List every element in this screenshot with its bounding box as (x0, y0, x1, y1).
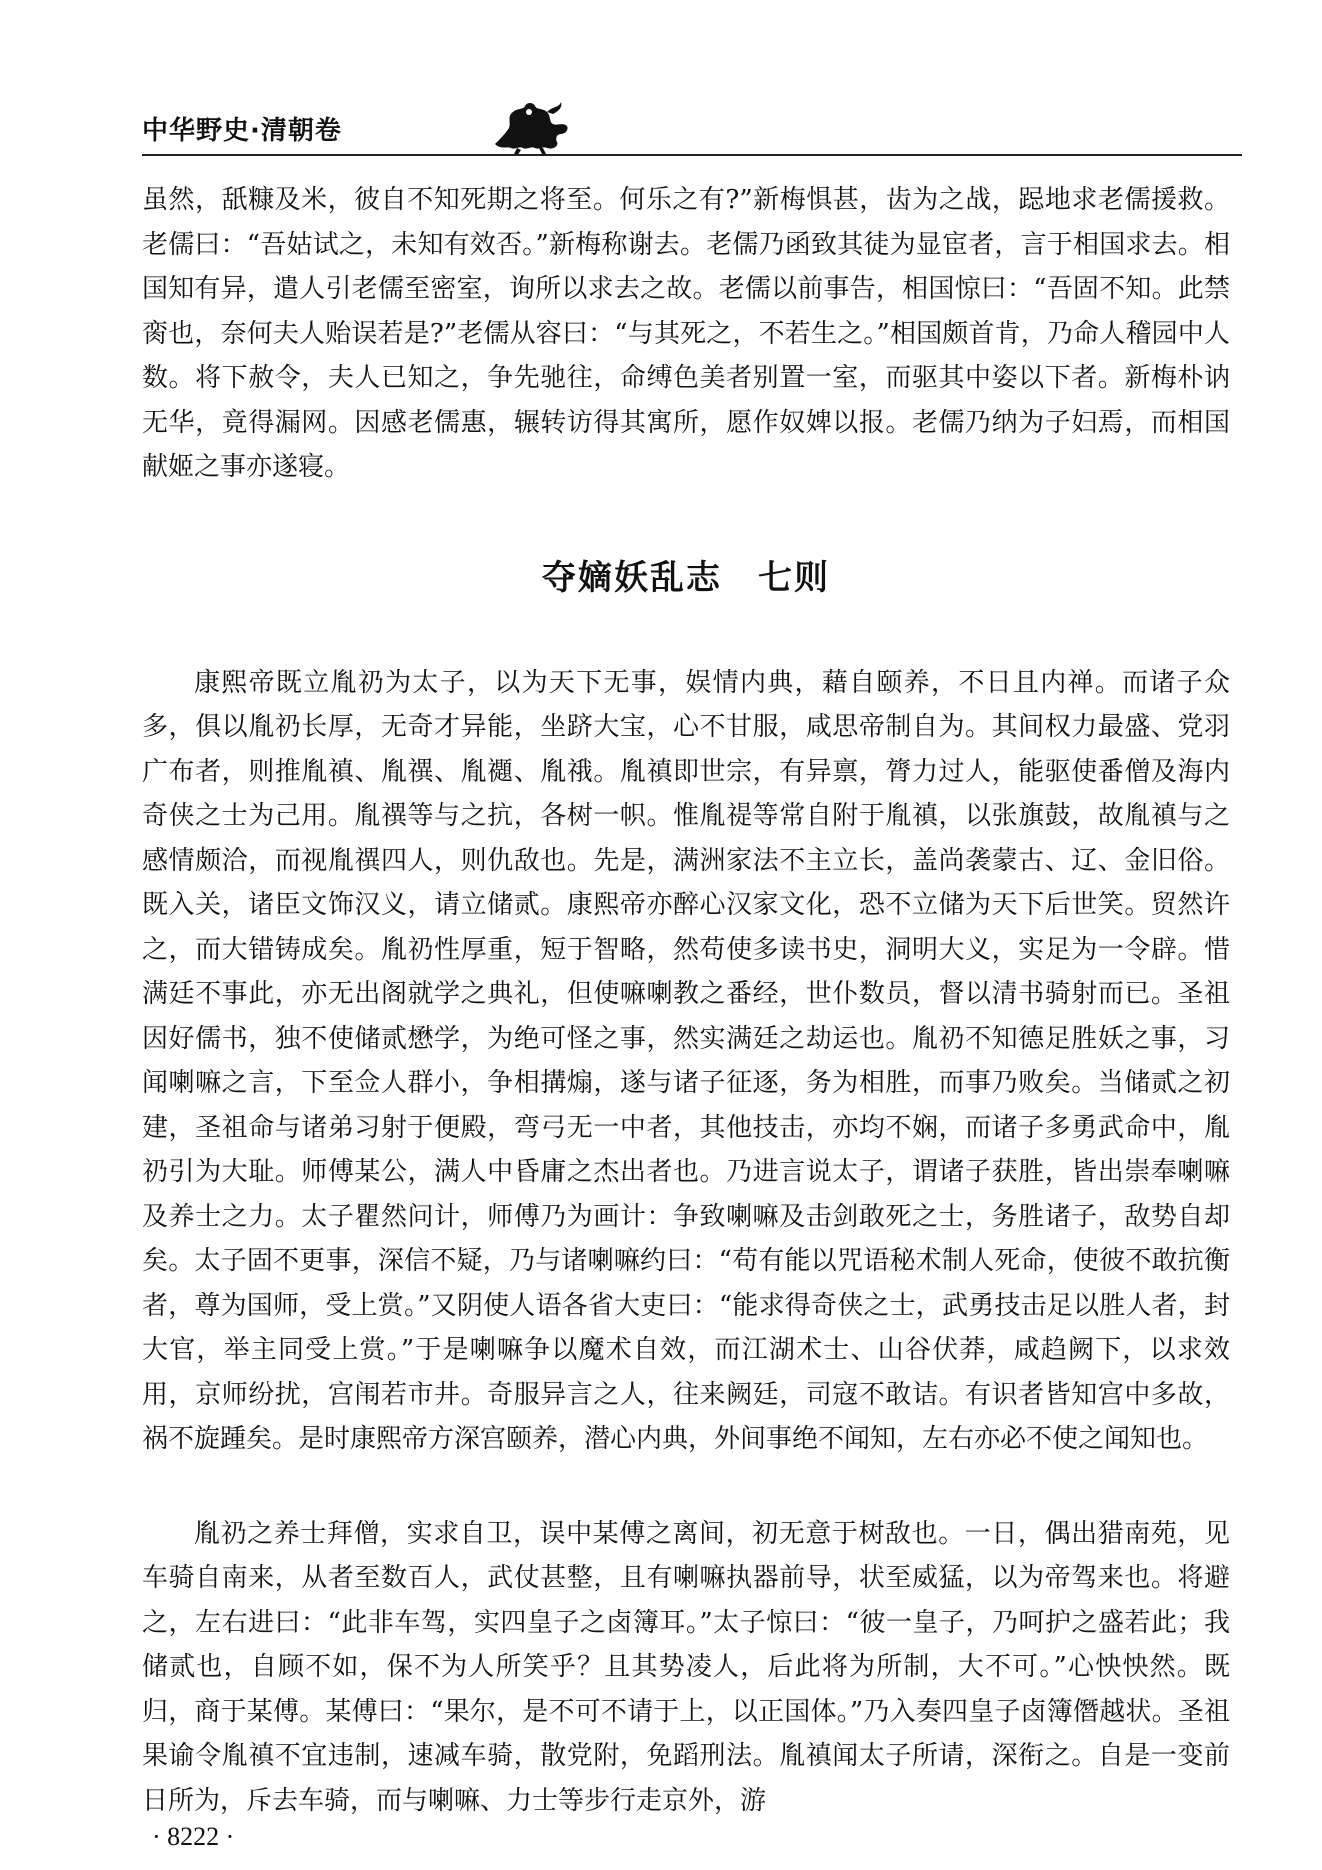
section-title: 夺嫡妖乱志 (542, 557, 722, 598)
section-count: 七则 (758, 557, 830, 598)
header-divider (142, 154, 1242, 156)
paragraph-spacer (142, 1462, 1230, 1512)
running-header (142, 106, 1242, 162)
body-paragraph: 胤礽之养士拜僧，实求自卫，误中某傅之离间，初无意于树敌也。一日，偶出猎南苑，见车骑自南来，从者至数百人，武仗甚整，且有喇嘛执器前导，状至威猛，以为帝驾来也。将避之，左右进曰：“此非车驾，实四皇子之卤簿耳。”太子惊曰：“彼一皇子，乃呵护之盛若此；我储贰也，自顾不如，保不为人所笑乎？且其势凌人，后此将为所制，大不可。”心怏怏然。既归，商于某傅。某傅曰：“果尔，是不可不请于上，以正国体。”乃入奏四皇子卤簿僭越状。圣祖果谕令胤禛不宜违制，速减车骑，散党附，免蹈刑法。胤禛闻太子所请，深衔之。自是一变前日所为，斥去车骑，而与喇嘛、力士等步行走京外，游 (142, 1518, 1230, 1816)
continued-paragraph: 虽然，舐糠及米，彼自不知死期之将至。何乐之有?”新梅惧甚，齿为之战，跽地求老儒援救。老儒曰：“吾姑试之，未知有效否。”新梅称谢去。老儒乃函致其徒为显宦者，言于相国求去。相国知有异，遣人引老儒至密室，询所以求去之故。老儒以前事告，相国惊曰：“吾固不知。此禁脔也，奈何夫人贻误若是?”老儒从容曰：“与其死之，不若生之。”相国颇首肯，乃命人稽园中人数。将下赦令，夫人已知之，争先驰往，命缚色美者别置一室，而驱其中姿以下者。新梅朴讷无华，竟得漏网。因感老儒惠，辗转访得其寓所，愿作奴婢以报。老儒乃纳为子妇焉，而相国献姬之事亦遂寝。 (142, 185, 1230, 482)
body-paragraph: 康熙帝既立胤礽为太子，以为天下无事，娱情内典，藉自颐养，不日且内禅。而诸子众多，俱以胤礽长厚，无奇才异能，坐跻大宝，心不甘服，咸思帝制自为。其间权力最盛、党羽广布者，则推胤禛、胤禩、胤禵、胤䄉。胤禛即世宗，有异禀，膂力过人，能驱使番僧及海内奇侠之士为己用。胤禩等与之抗，各树一帜。惟胤禔等常自附于胤禛，以张旗鼓，故胤禛与之感情颇洽，而视胤禩四人，则仇敌也。先是，满洲家法不主立长，盖尚袭蒙古、辽、金旧俗。既入关，诸臣文饰汉义，请立储贰。康熙帝亦醉心汉家文化，恐不立储为天下后世笑。贸然许之，而大错铸成矣。胤礽性厚重，短于智略，然苟使多读书史，洞明大义，实足为一令辟。惜满廷不事此，亦无出阁就学之典礼，但使嘛喇教之番经，世仆数员，督以清书骑射而已。圣祖因好儒书，独不使储贰懋学，为绝可怪之事，然实满廷之劫运也。胤礽不知德足胜妖之事，习闻喇嘛之言，下至佥人群小，争相搆煽，遂与诸子征逐，务为相胜，而事乃败矣。当储贰之初建，圣祖命与诸弟习射于便殿，弯弓无一中者，其他技击，亦均不娴，而诸子多勇武命中，胤礽引为大耻。师傅某公，满人中昏庸之杰出者也。乃进言说太子，谓诸子获胜，皆出崇奉喇嘛及养士之力。太子瞿然问计，师傅乃为画计：争致喇嘛及击剑敢死之士，务胜诸子，敌势自却矣。太子固不更事，深信不疑，乃与诸喇嘛约曰：“苟有能以咒语秘术制人死命，使彼不敢抗衡者，尊为国师，受上赏。”又阴使人语各省大吏曰：“能求得奇侠之士，武勇技击足以胜人者，封大官，举主同受上赏。”于是喇嘛争以魔术自效，而江湖术士、山谷伏莽，咸趋阙下，以求效用，京师纷扰，宫闱若市井。奇服异言之人，往来阙廷，司寇不敢诘。有识者皆知宫中多故，祸不旋踵矣。是时康熙帝方深宫颐养，潜心内典，外间事绝不闻知，左右亦必不使之闻知也。 (142, 667, 1230, 1454)
page-number: · 8222 · (152, 1822, 235, 1851)
dragon-emblem-icon (487, 98, 577, 158)
page-body (142, 178, 1230, 1823)
book-title: 中华野史·清朝卷 (142, 116, 342, 146)
section-heading (142, 550, 1230, 599)
